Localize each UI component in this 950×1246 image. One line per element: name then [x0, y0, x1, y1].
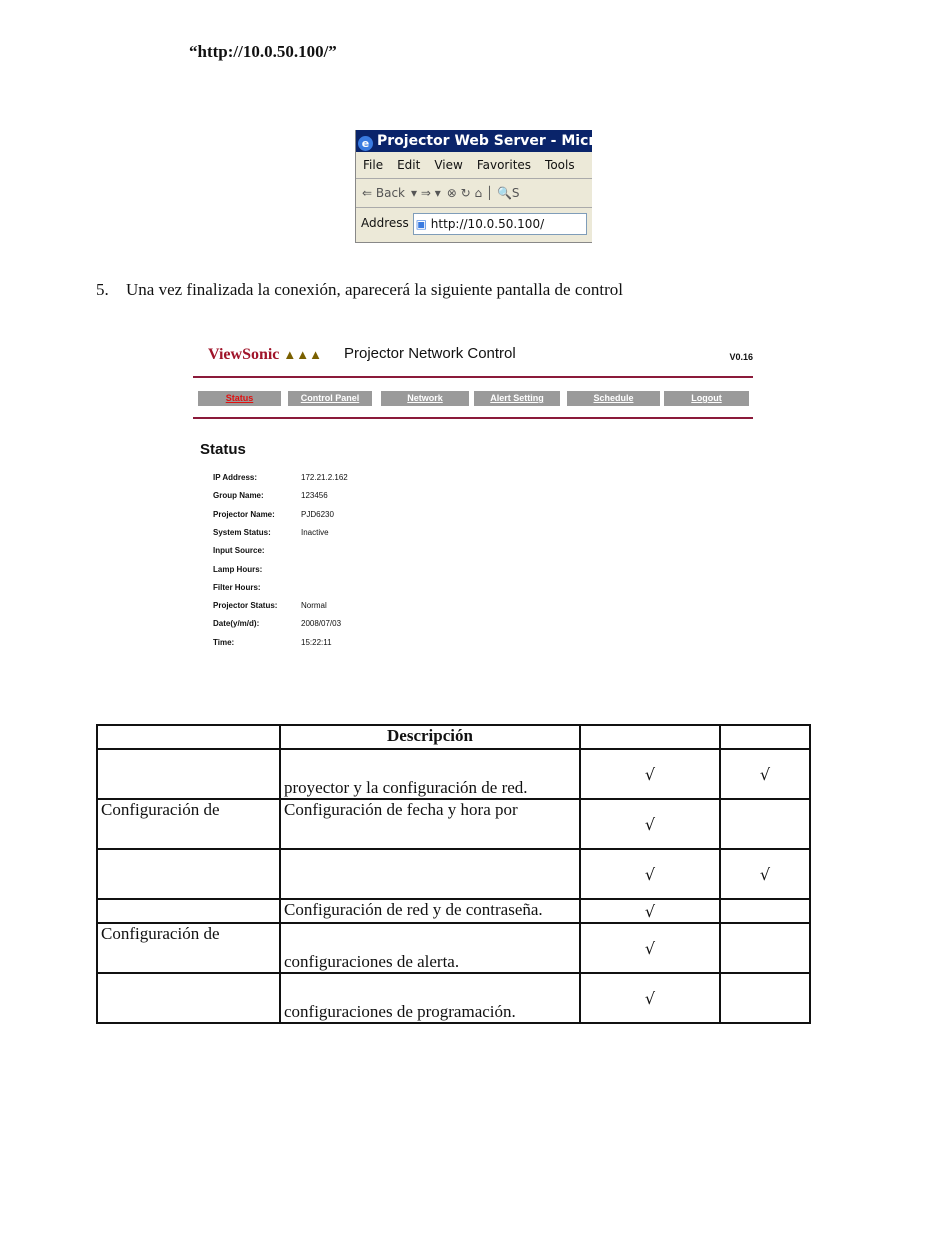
status-key: Filter Hours: [213, 583, 261, 592]
back-button[interactable]: ⇐ Back [362, 186, 406, 200]
forward-button[interactable]: ▾ ⇒ ▾ [411, 186, 441, 200]
status-row [213, 473, 348, 482]
address-label: Address [361, 216, 409, 230]
browser-title-bar [356, 130, 636, 152]
nav-network[interactable]: Network [381, 391, 469, 406]
status-value: Normal [301, 601, 327, 610]
menu-edit[interactable]: Edit [397, 158, 421, 172]
check-mark: √ [580, 899, 720, 923]
menu-file[interactable]: File [363, 158, 384, 172]
table-cell [720, 923, 810, 973]
status-value: 15:22:11 [301, 638, 332, 647]
status-row [213, 601, 327, 610]
step-5-text [96, 280, 623, 300]
url-text: “http://10.0.50.100/” [189, 42, 337, 61]
feature-table [96, 724, 811, 1024]
status-key: Input Source: [213, 546, 265, 555]
table-cell [580, 725, 720, 749]
check-mark: √ [580, 799, 720, 849]
nav-schedule[interactable]: Schedule [567, 391, 660, 406]
status-key: Projector Name: [213, 510, 275, 519]
status-row [213, 583, 301, 592]
browser-screenshot [355, 130, 636, 243]
check-mark: √ [580, 849, 720, 899]
table-cell [720, 973, 810, 1023]
status-row [213, 565, 301, 574]
status-key: System Status: [213, 528, 271, 537]
row-description: Configuración de fecha y hora por [280, 799, 580, 849]
table-row [97, 899, 810, 923]
status-value: Inactive [301, 528, 329, 537]
table-cell [97, 899, 280, 923]
menu-tools[interactable]: Tools [545, 158, 575, 172]
row-description: proyector y la configuración de red. [280, 749, 580, 799]
address-value: http://10.0.50.100/ [430, 216, 545, 231]
step-description: Una vez finalizada la conexión, aparecerá la siguiente pantalla de control [126, 280, 624, 299]
check-mark: √ [580, 923, 720, 973]
status-row [213, 491, 328, 500]
status-value: 172.21.2.162 [301, 473, 348, 482]
check-mark: √ [720, 849, 810, 899]
page-icon: ▣ [415, 216, 427, 231]
projector-network-control-screenshot [193, 338, 753, 658]
nav-status[interactable]: Status [198, 391, 281, 406]
table-cell [720, 725, 810, 749]
top-divider [193, 376, 753, 378]
browser-menu-bar [356, 152, 592, 179]
status-key: Lamp Hours: [213, 565, 263, 574]
status-row [213, 528, 329, 537]
nav-logout[interactable]: Logout [664, 391, 749, 406]
status-key: Date(y/m/d): [213, 619, 260, 628]
ie-icon: e [358, 136, 373, 151]
status-key: Time: [213, 638, 235, 647]
table-cell [280, 849, 580, 899]
pnc-title: Projector Network Control [344, 345, 516, 362]
address-bar [356, 208, 592, 238]
table-cell [97, 973, 280, 1023]
version-label: V0.16 [729, 352, 753, 362]
description-header: Descripción [280, 725, 580, 749]
check-mark: √ [720, 749, 810, 799]
nav-alert-setting[interactable]: Alert Setting [474, 391, 560, 406]
table-row [97, 799, 810, 849]
status-value: 123456 [301, 491, 328, 500]
table-cell [97, 725, 280, 749]
viewsonic-logo [208, 346, 322, 364]
browser-toolbar [356, 179, 592, 208]
status-row [213, 638, 332, 647]
row-description: Configuración de red y de contraseña. [280, 899, 580, 923]
browser-title: Projector Web Server - Microsoft [377, 133, 636, 149]
row-name: Configuración de [97, 923, 280, 973]
status-heading: Status [200, 441, 246, 458]
bottom-divider [193, 417, 753, 419]
table-row [97, 749, 810, 799]
stop-refresh-home-icons[interactable]: ⊗ ↻ ⌂ │ 🔍S [446, 186, 520, 200]
status-key: Group Name: [213, 491, 264, 500]
table-cell [720, 899, 810, 923]
menu-favorites[interactable]: Favorites [476, 158, 532, 172]
table-cell [97, 749, 280, 799]
status-key: IP Address: [213, 473, 258, 482]
row-name: Configuración de [97, 799, 280, 849]
table-header-row [97, 725, 810, 749]
status-row [213, 546, 301, 555]
nav-control-panel[interactable]: Control Panel [288, 391, 372, 406]
check-mark: √ [580, 749, 720, 799]
row-description: configuraciones de alerta. [280, 923, 580, 973]
table-cell [97, 849, 280, 899]
table-row [97, 849, 810, 899]
table-row [97, 923, 810, 973]
table-cell [720, 799, 810, 849]
status-row [213, 619, 341, 628]
check-mark: √ [580, 973, 720, 1023]
row-description: configuraciones de programación. [280, 973, 580, 1023]
address-input[interactable] [413, 213, 587, 235]
status-key: Projector Status: [213, 601, 278, 610]
birds-icon: ▲▲▲ [283, 347, 323, 362]
menu-view[interactable]: View [434, 158, 463, 172]
status-value: PJD6230 [301, 510, 334, 519]
status-value: 2008/07/03 [301, 619, 342, 628]
table-row [97, 973, 810, 1023]
brand-name: ViewSonic [208, 346, 280, 363]
status-row [213, 510, 334, 519]
step-number: 5. [96, 280, 109, 299]
